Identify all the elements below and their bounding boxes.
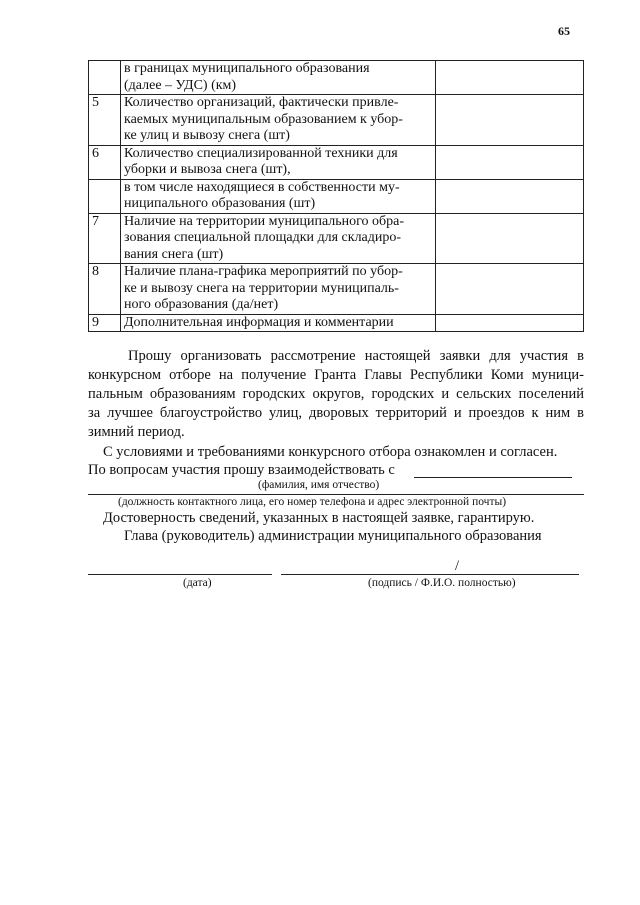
indicators-table <box>88 60 584 332</box>
value-cell[interactable] <box>436 314 584 332</box>
request-line: пальным образованиям городских округов, городских и сельских поселений <box>88 386 584 402</box>
request-line: конкурсном отборе на получение Гранта Главы Республики Коми муници- <box>88 367 584 383</box>
row-description <box>121 179 436 213</box>
table-row <box>89 213 584 264</box>
description-line: зования специальной площадки для складиро- <box>124 230 402 245</box>
value-cell[interactable] <box>436 95 584 146</box>
row-description <box>121 213 436 264</box>
row-number: 8 <box>89 264 121 315</box>
row-number: 6 <box>89 145 121 179</box>
row-number <box>89 61 121 95</box>
description-line: Количество организаций, фактически привле- <box>124 95 399 110</box>
description-line: вания снега (шт) <box>124 246 224 262</box>
page-number: 65 <box>558 24 570 38</box>
description-line: ниципального образования (шт) <box>124 196 316 211</box>
request-line: за лучшее благоустройство улиц, дворовых территорий и проездов к ним в <box>88 405 584 421</box>
signature-caption: (подпись / Ф.И.О. полностью) <box>368 577 516 589</box>
row-description <box>121 95 436 146</box>
row-number: 5 <box>89 95 121 146</box>
signature-line <box>281 574 579 575</box>
description-line: (далее – УДС) (км) <box>124 77 237 93</box>
description-line: в границах муниципального образования <box>124 61 370 76</box>
description-line: в том числе находящиеся в собственности му- <box>124 179 400 195</box>
row-number: 7 <box>89 213 121 264</box>
row-description <box>121 145 436 179</box>
description-line: уборки и вывоза снега (шт), <box>124 162 291 177</box>
description-line: ке улиц и вывозу снега (шт) <box>124 128 290 143</box>
description-line: ке и вывозу снега на территории муниципаль- <box>124 280 399 296</box>
row-description <box>121 314 436 332</box>
table-row <box>89 179 584 213</box>
table-row <box>89 314 584 332</box>
row-number <box>89 179 121 213</box>
row-description <box>121 61 436 95</box>
conditions-text: С условиями и требованиями конкурсного отбора ознакомлен и согласен. <box>103 444 558 460</box>
head-title: Глава (руководитель) администрации муниципального образования <box>124 528 542 544</box>
value-cell[interactable] <box>436 213 584 264</box>
date-caption: (дата) <box>183 577 212 589</box>
value-cell[interactable] <box>436 145 584 179</box>
signature-slash: / <box>455 558 460 574</box>
date-line <box>88 574 272 575</box>
description-line: Дополнительная информация и комментарии <box>124 314 394 330</box>
request-line: Прошу организовать рассмотрение настоящей заявки для участия в <box>128 348 584 364</box>
contact-name-line <box>414 477 572 478</box>
table-row <box>89 145 584 179</box>
description-line: ного образования (да/нет) <box>124 297 279 312</box>
row-number: 9 <box>89 314 121 332</box>
description-line: каемых муниципальным образованием к убор- <box>124 111 403 127</box>
description-line: Количество специализированной техники для <box>124 145 398 161</box>
contact-text: По вопросам участия прошу взаимодействовать с <box>88 462 395 478</box>
table-row <box>89 95 584 146</box>
table-row <box>89 61 584 95</box>
table-row <box>89 264 584 315</box>
guarantee-text: Достоверность сведений, указанных в настоящей заявке, гарантирую. <box>103 510 535 526</box>
contact-details-line <box>88 494 584 495</box>
contact-name-caption: (фамилия, имя отчество) <box>258 479 380 491</box>
value-cell[interactable] <box>436 61 584 95</box>
contact-details-caption: (должность контактного лица, его номер телефона и адрес электронной почты) <box>118 496 507 508</box>
description-line: Наличие плана-графика мероприятий по убор- <box>124 264 403 279</box>
description-line: Наличие на территории муниципального обра- <box>124 213 405 229</box>
value-cell[interactable] <box>436 179 584 213</box>
request-line: зимний период. <box>88 424 185 440</box>
value-cell[interactable] <box>436 264 584 315</box>
row-description <box>121 264 436 315</box>
request-paragraph <box>88 347 584 442</box>
